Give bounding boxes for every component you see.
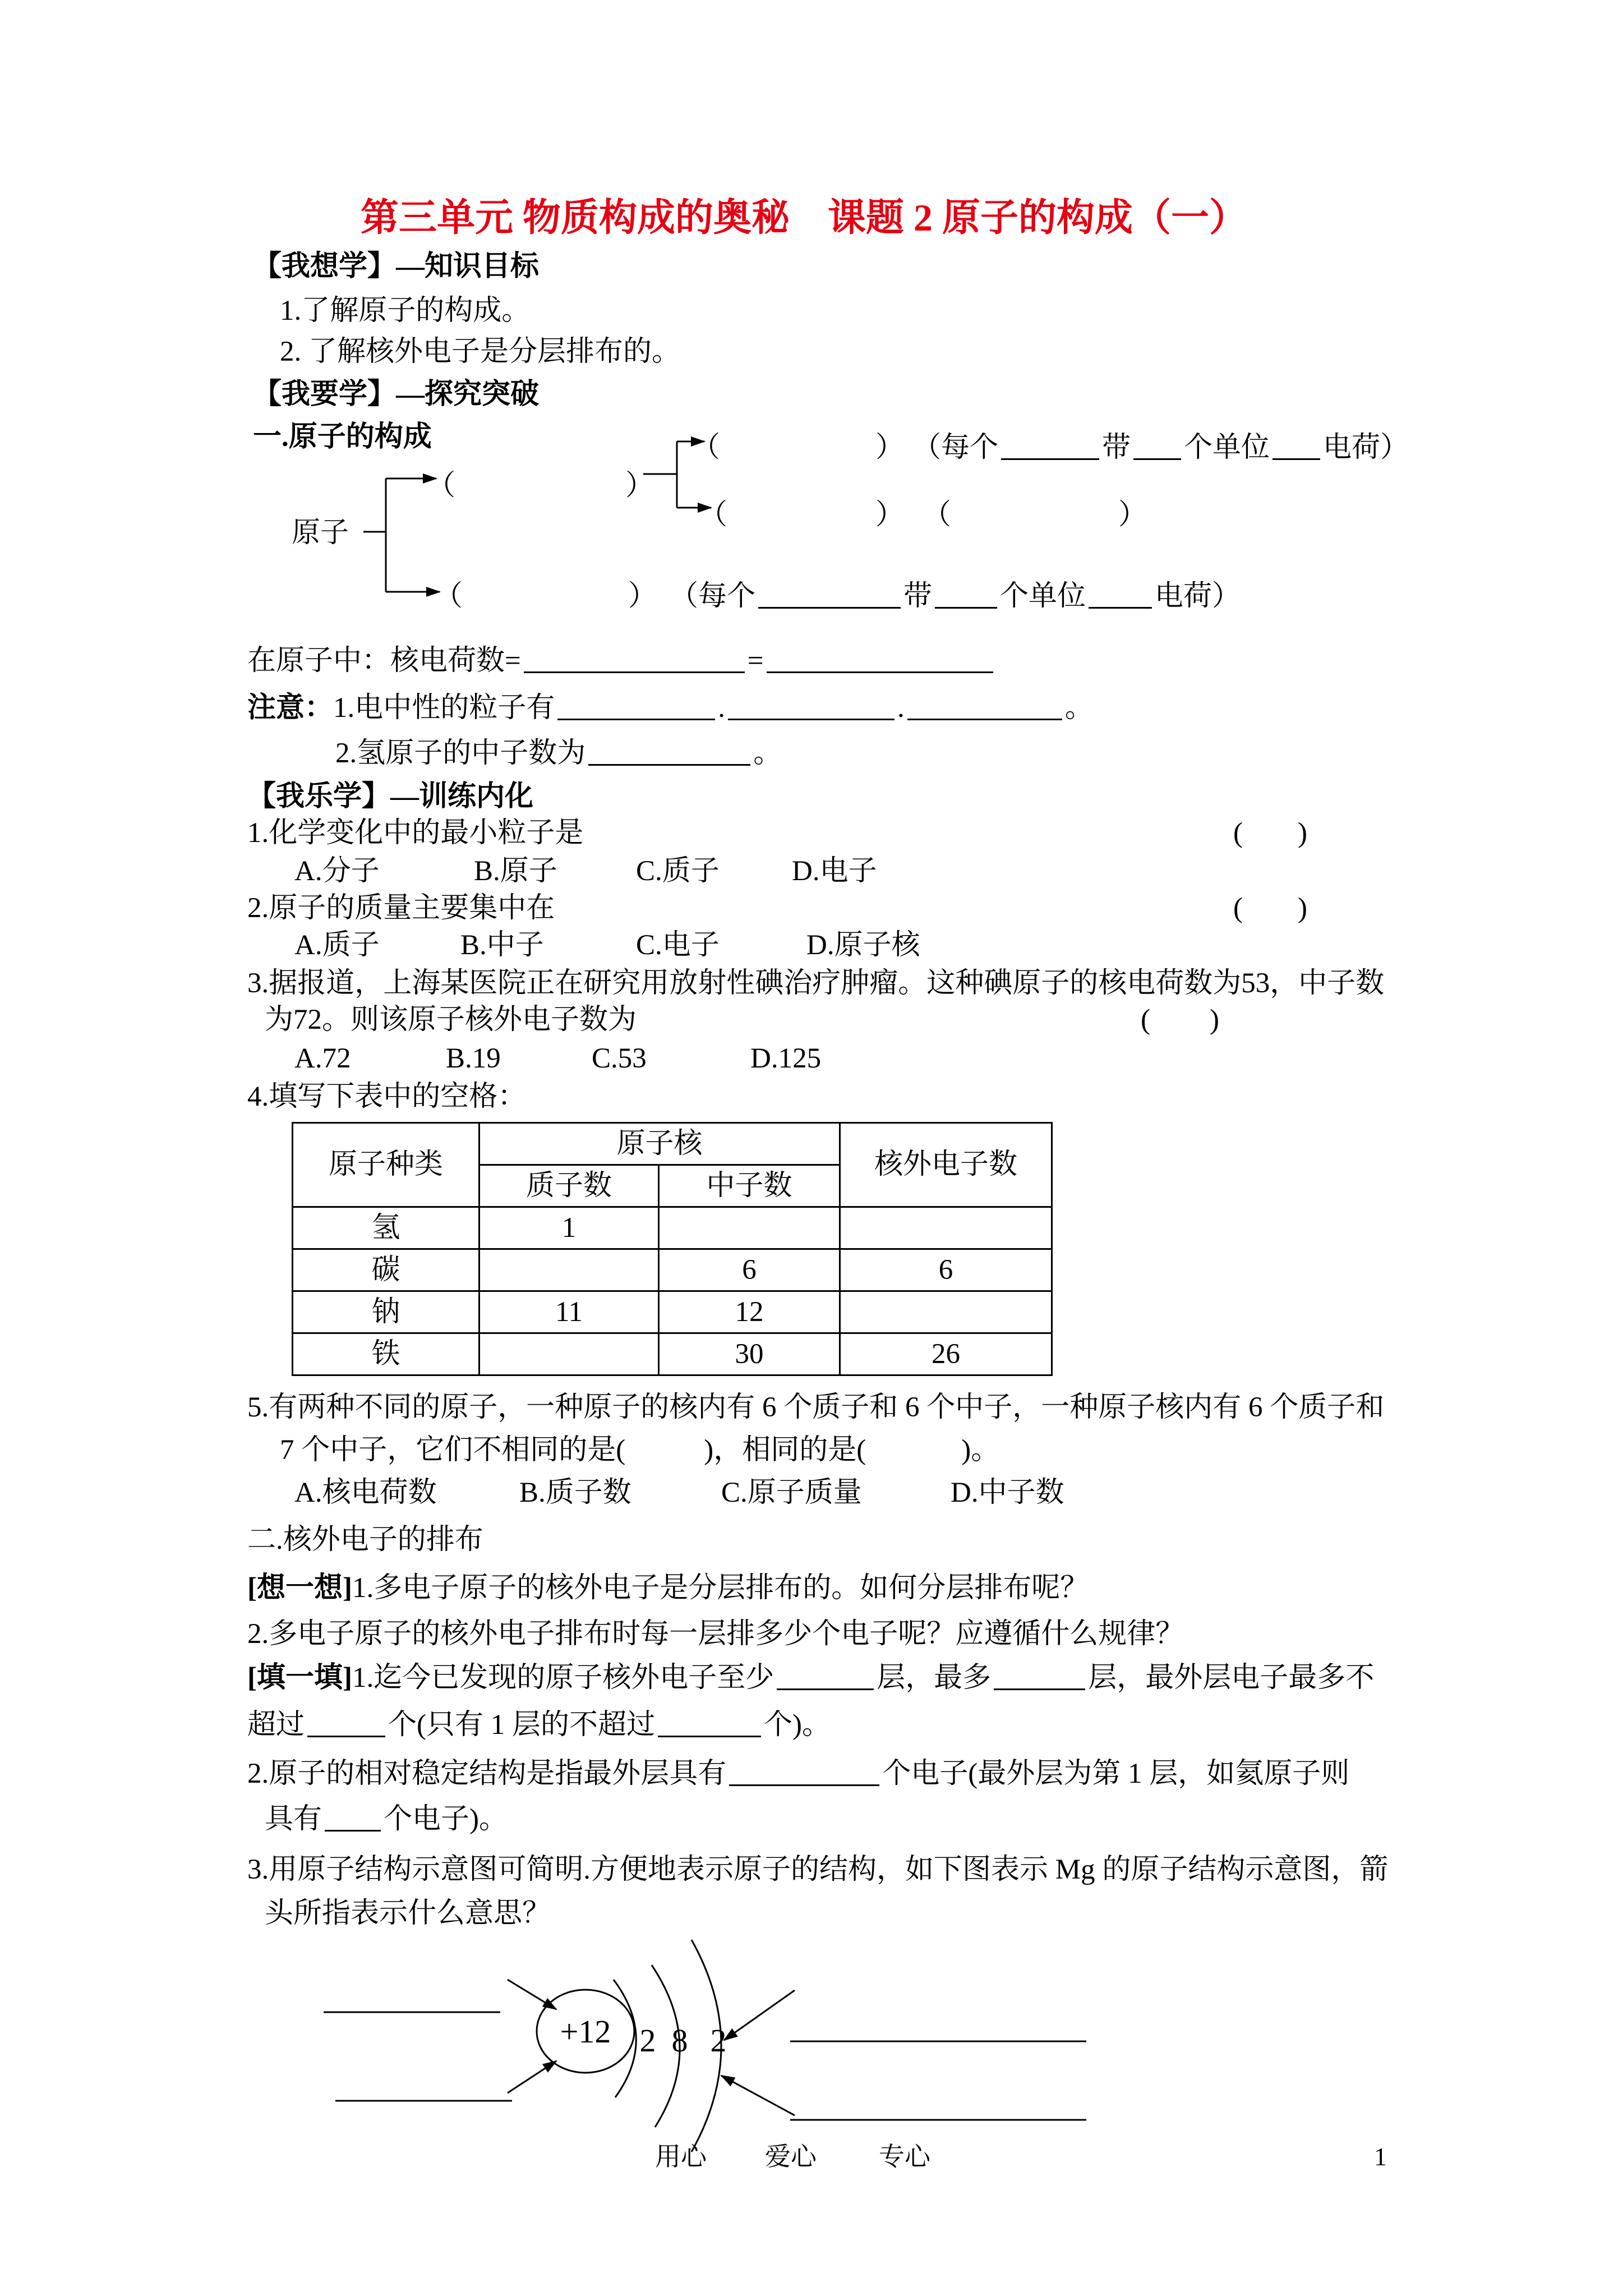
fill-blank	[728, 702, 895, 720]
cell-electrons	[840, 1291, 1052, 1333]
paren-close: ）	[628, 581, 657, 612]
footer-word: 爱心	[765, 2142, 817, 2171]
text-segment: （每个	[670, 581, 756, 612]
cell-atom: 碳	[293, 1249, 479, 1291]
answer-bracket-close: )	[1298, 817, 1307, 849]
option-c: C.电子	[636, 930, 720, 961]
option-b: B.质子数	[519, 1477, 631, 1508]
electron-shell-arc	[691, 1940, 721, 2152]
fill-blank	[307, 1719, 385, 1737]
option-d: D.中子数	[951, 1477, 1064, 1508]
option-b: B.原子	[474, 855, 557, 887]
fill-blank	[658, 1719, 761, 1737]
text-segment: 个)。	[764, 1709, 831, 1741]
text-segment: 层，最外层电子最多不	[1088, 1662, 1375, 1694]
objective-item: 2. 了解核外电子是分层排布的。	[280, 336, 681, 367]
paren-open: （	[434, 581, 463, 612]
fill-line-3-continued: 头所指表示什么意思？	[265, 1898, 551, 1929]
answer-bracket-open: (	[1233, 892, 1243, 924]
text-segment: 带	[1102, 432, 1131, 463]
fill-line-1-continued	[247, 1708, 831, 1742]
option-b: B.19	[446, 1043, 501, 1074]
table-row	[293, 1291, 1052, 1333]
table-row	[293, 1249, 1052, 1291]
table-row	[293, 1207, 1052, 1249]
fill-blank	[777, 1672, 874, 1690]
think-label: [想一想]	[247, 1572, 352, 1604]
question-3-stem: 3.据报道，上海某医院正在研究用放射性碘治疗肿瘤。这种碘原子的核电荷数为53，中子数	[247, 968, 1385, 999]
atom-structure-tree	[363, 441, 711, 592]
footer-word: 专心	[879, 2142, 930, 2171]
table-row	[293, 1333, 1052, 1375]
proton-description-line	[912, 431, 1409, 465]
table-header-row	[293, 1123, 1052, 1165]
nucleus-circle	[537, 1990, 634, 2073]
fill-blank	[557, 702, 715, 720]
arrow-icon	[721, 2076, 795, 2115]
fill-blank	[1001, 441, 1099, 460]
question-3-stem-continued: 为72。则该原子核外电子数为	[265, 1004, 637, 1036]
shell-electron-count: 2	[710, 2022, 727, 2059]
fill-blank	[1133, 441, 1181, 460]
option-b: B.中子	[460, 930, 544, 961]
fill-blank	[325, 1813, 381, 1832]
text-segment: =	[747, 645, 764, 677]
note-label: 注意：	[247, 692, 334, 724]
fill-blank	[767, 655, 993, 673]
fill-blank	[1272, 441, 1320, 460]
header-neutrons: 中子数	[659, 1165, 840, 1207]
text-segment: 1.迄今已发现的原子核外电子至少	[352, 1662, 774, 1694]
part2-title: 二.核外电子的排布	[247, 1524, 483, 1556]
answer-bracket-close: )	[1210, 1004, 1219, 1036]
option-a: A.72	[294, 1043, 351, 1074]
note-line-1	[247, 691, 1094, 725]
text-segment: 个电子)。	[384, 1803, 508, 1835]
fill-blank	[588, 747, 750, 766]
arrow-icon	[724, 1990, 795, 2040]
paren-close: ）	[875, 432, 905, 463]
fill-blank	[758, 590, 901, 609]
fill-blank	[907, 702, 1062, 720]
option-d: D.125	[750, 1043, 822, 1074]
text-segment: 1.多电子原子的核外电子是分层排布的。如何分层排布呢？	[352, 1572, 1089, 1604]
question-5-stem-continued	[280, 1433, 999, 1467]
cell-protons	[479, 1249, 659, 1291]
cell-atom: 铁	[293, 1333, 479, 1375]
think-line-1	[247, 1571, 1089, 1605]
note-line-2	[335, 737, 782, 771]
text-segment: 个单位	[1000, 581, 1086, 612]
cell-neutrons: 30	[659, 1333, 840, 1375]
mg-atom-structure-diagram	[324, 1940, 1086, 2152]
text-segment: )。	[961, 1434, 1000, 1466]
header-electrons: 核外电子数	[840, 1123, 1052, 1207]
atom-label: 原子	[292, 517, 349, 549]
text-segment: 具有	[265, 1803, 322, 1835]
text-segment: 2.氢原子的中子数为	[335, 738, 586, 769]
text-segment: 在原子中：核电荷数=	[247, 645, 521, 677]
cell-protons	[479, 1333, 659, 1375]
arrow-icon	[508, 2061, 556, 2093]
text-segment: 超过	[247, 1709, 305, 1741]
text-segment: 1.电中性的粒子有	[333, 692, 555, 724]
question-5-stem: 5.有两种不同的原子，一种原子的核内有 6 个质子和 6 个中子，一种原子核内有 6 个质子和	[247, 1392, 1385, 1423]
paren-close: ）	[875, 499, 905, 531]
fill-blank	[1089, 590, 1152, 609]
text-segment: 个(只有 1 层的不超过	[388, 1709, 655, 1741]
text-segment: （每个	[912, 432, 999, 463]
part1-title: 一.原子的构成	[253, 421, 432, 453]
section-heading-learn: 【我要学】—探究突破	[253, 379, 540, 410]
paren-close: ）	[625, 470, 654, 501]
text-segment: 电荷）	[1155, 581, 1241, 612]
electron-shell-arc	[614, 1980, 636, 2097]
question-1-stem: 1.化学变化中的最小粒子是	[247, 817, 584, 849]
question-2-stem: 2.原子的质量主要集中在	[247, 892, 555, 924]
cell-electrons: 6	[840, 1249, 1052, 1291]
section-heading-want: 【我想学】—知识目标	[253, 251, 540, 282]
cell-protons: 11	[479, 1291, 659, 1333]
cell-neutrons	[659, 1207, 840, 1249]
text-segment: 层，最多	[877, 1662, 992, 1694]
electron-description-line	[670, 579, 1241, 614]
option-c: C.原子质量	[721, 1477, 862, 1508]
paren-open: （	[699, 499, 728, 531]
text-segment: .	[897, 692, 905, 724]
atom-composition-table	[292, 1122, 1053, 1376]
text-segment: 电荷）	[1323, 432, 1409, 463]
text-segment: 个单位	[1184, 432, 1270, 463]
answer-bracket-open: (	[1233, 817, 1243, 849]
fill-blank	[935, 590, 997, 609]
fill-line-3: 3.用原子结构示意图可简明.方便地表示原子的结构，如下图表示 Mg 的原子结构示意图，箭	[247, 1854, 1389, 1885]
fill-blank	[994, 1672, 1085, 1690]
fill-line-1	[247, 1661, 1374, 1695]
text-segment: 。	[1064, 692, 1094, 724]
nucleus-charge: +12	[560, 2013, 611, 2050]
objective-item: 1.了解原子的构成。	[280, 295, 531, 326]
paren-open: （	[427, 470, 456, 501]
header-protons: 质子数	[479, 1165, 659, 1207]
text-segment: 2.原子的相对稳定结构是指最外层具有	[247, 1758, 727, 1789]
cell-atom: 钠	[293, 1291, 479, 1333]
page-title: 第三单元 物质构成的奥秘 课题 2 原子的构成（一）	[361, 196, 1248, 239]
text-segment: 带	[903, 581, 933, 612]
option-c: C.53	[592, 1043, 647, 1074]
question-4-stem: 4.填写下表中的空格：	[247, 1081, 527, 1112]
option-c: C.质子	[636, 855, 720, 887]
answer-bracket-close: )	[1298, 892, 1307, 924]
paren-open: （	[923, 499, 952, 531]
cell-neutrons: 12	[659, 1291, 840, 1333]
charge-equation-line	[247, 644, 996, 678]
cell-electrons	[840, 1207, 1052, 1249]
paren-open: （	[691, 432, 721, 463]
cell-atom: 氢	[293, 1207, 479, 1249]
header-nucleus: 原子核	[479, 1123, 840, 1165]
option-a: A.质子	[294, 930, 380, 961]
header-atom-type: 原子种类	[293, 1123, 479, 1207]
footer-word: 用心	[655, 2142, 707, 2171]
text-segment: .	[718, 692, 726, 724]
fill-blank	[524, 655, 745, 673]
option-d: D.原子核	[806, 930, 920, 961]
option-d: D.电子	[792, 855, 877, 887]
text-segment: 。	[753, 738, 782, 769]
shell-electron-count: 8	[671, 2022, 688, 2059]
arrow-icon	[508, 1980, 556, 2009]
answer-bracket-open: (	[1141, 1004, 1150, 1036]
fill-line-2	[247, 1757, 1349, 1791]
shell-electron-count: 2	[639, 2022, 656, 2059]
text-segment: )，相同的是(	[704, 1434, 866, 1466]
fill-line-2-continued	[265, 1802, 508, 1837]
fill-label: [填一填]	[247, 1662, 352, 1694]
text-segment: 7 个中子，它们不相同的是(	[280, 1434, 626, 1466]
text-segment: 个电子(最外层为第 1 层，如氦原子则	[882, 1758, 1350, 1789]
cell-electrons: 26	[840, 1333, 1052, 1375]
option-a: A.分子	[294, 855, 380, 887]
section-heading-practice: 【我乐学】—训练内化	[247, 781, 534, 812]
paren-close: ）	[1118, 499, 1147, 531]
page-number: 1	[1374, 2142, 1387, 2171]
option-a: A.核电荷数	[294, 1477, 437, 1508]
fill-blank	[729, 1768, 879, 1786]
cell-protons: 1	[479, 1207, 659, 1249]
think-line-2: 2.多电子原子的核外电子排布时每一层排多少个电子呢？应遵循什么规律？	[247, 1618, 1184, 1650]
cell-neutrons: 6	[659, 1249, 840, 1291]
electron-shell-arc	[652, 1965, 680, 2127]
